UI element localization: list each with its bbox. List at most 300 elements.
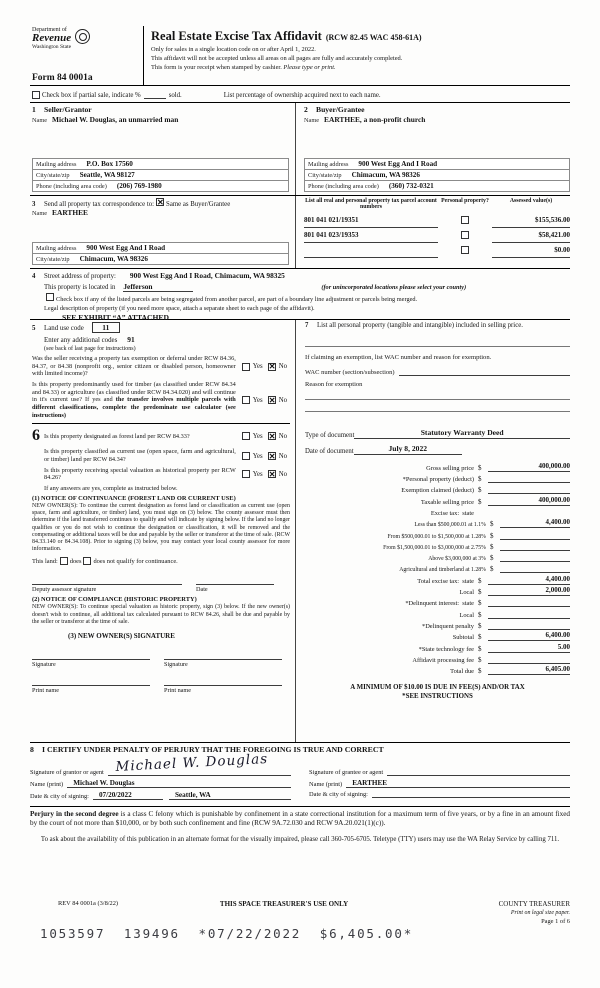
no-checkbox[interactable] [268,452,276,460]
parcel-col-numbers: List all real and personal property tax parcel account numbers [305,198,437,211]
tax-value[interactable] [500,541,570,551]
yes-label: Yes [252,363,263,370]
segregated-label: Check box if any of the listed parcels are being segregated from another parcel, are part of a boundary line adjustment or parcels being merged. [56,296,418,303]
correspondence-mailing-value: 900 West Egg And I Road [86,244,166,252]
dollar-sign: $ [478,588,482,597]
parcel-row [304,228,570,243]
forest-yes-no [240,432,290,440]
grantor-signing-city[interactable]: Seattle, WA [169,791,291,800]
seller-section-title: Seller/Grantor [44,105,92,114]
tax-label: Above $3,000,000 at 3% [428,556,486,563]
footer [30,900,570,925]
tax-value[interactable]: 5.00 [488,643,570,653]
tax-value[interactable] [488,654,570,664]
assessed-value[interactable]: $0.00 [492,246,570,258]
reason-blank-1[interactable] [305,388,570,400]
section6-number: 6 [32,427,40,445]
doc-type-label: Type of document [305,432,355,440]
deputy-date-line[interactable] [196,575,274,585]
correspondence-city-field[interactable] [32,253,289,265]
buyer-name-label: Name [304,117,320,124]
no-label: No [278,432,287,440]
additional-codes-value[interactable]: 91 [127,335,135,344]
deputy-signature-line[interactable] [32,575,182,585]
new-owners-signature-title: (3) NEW OWNER(S) SIGNATURE [68,632,175,641]
seller-section-head [32,105,289,114]
partial-sold-label: sold. [168,91,182,99]
legal-description-label-row [44,305,570,312]
perjury-notice [30,806,570,844]
tax-label: *Delinquent interest: state [405,600,474,608]
owner-print-line-1[interactable] [32,676,150,686]
buyer-phone-label: Phone (including area code) [308,183,379,190]
date-city-label: Date & city of signing: [309,791,368,798]
seller-section-number: 1 [32,105,36,114]
header-note-3 [151,64,570,72]
tax-value[interactable] [500,552,570,562]
no-checkbox[interactable] [268,396,276,404]
seller-name-value[interactable]: Michael W. Douglas, an unmarried man [52,115,179,124]
seller-phone-value: (206) 769-1980 [116,182,162,190]
parcel-col-assessed: Assessed value(s) [509,198,553,204]
yes-label: Yes [252,432,263,440]
partial-sale-row [30,88,570,103]
grantor-print-name[interactable]: Michael W. Douglas [67,779,291,788]
agency-line3: Washington State [32,44,72,50]
dollar-sign: $ [478,633,482,642]
doc-date-value[interactable]: July 8, 2022 [354,444,462,455]
seller-name-row [32,115,289,124]
buyer-section-number: 2 [304,105,308,114]
doc-date-row [305,444,570,455]
title-block [144,26,570,85]
print-name-label: Print name [164,687,191,695]
tax-label: *Personal property (deduct) [402,476,474,484]
section7-number: 7 [305,322,309,329]
tax-line-exemption-deduct [305,483,570,494]
land-use-row [32,322,290,333]
grantee-signature-row [309,754,570,776]
parties-section [30,103,570,196]
tax-label: Agricultural and timberland at 1.28% [399,567,486,574]
legal-description-value[interactable]: SEE EXHIBIT “A” ATTACHED [62,313,169,322]
buyer-name-row [304,115,570,124]
grantee-date-city-row [309,791,570,798]
property-section-number: 4 [32,273,36,280]
tax-value[interactable] [488,597,570,607]
dollar-sign: $ [478,497,482,506]
tax-label: Taxable selling price [420,498,474,506]
correspondence-name-row [32,208,289,217]
assessed-value[interactable]: $155,536.00 [492,216,570,228]
parcel-row [304,243,570,258]
additional-codes-note: (see back of last page for instructions) [44,346,136,352]
no-label: No [278,363,287,370]
timber-question-part1: Is this property predominantly used for timber (as classified under RCW 84.34 and 84.33) or agriculture (as classified under RCW 84.34.020) and will continue in it's current use? If yes and [32,381,236,404]
dollar-sign: $ [478,610,482,619]
perjury-paragraph [30,810,570,829]
yes-checkbox[interactable] [242,432,250,440]
yes-checkbox[interactable] [242,363,250,371]
tax-value[interactable]: 4,400.00 [500,518,570,528]
does-checkbox[interactable] [60,557,68,565]
dollar-sign: $ [490,531,494,540]
tax-line-rate-2 [305,528,570,539]
no-label: No [278,396,287,404]
correspondence-head-row [32,198,289,208]
agency-logo-block [30,26,144,85]
correspondence-city-value: Chimacum, WA 98326 [79,255,148,263]
same-as-buyer-checkbox[interactable] [156,198,164,206]
street-address-value[interactable]: 900 West Egg And I Road, Chimacum, WA 98325 [129,271,285,280]
additional-codes-label: Enter any additional codes [44,337,118,344]
tax-line-processing-fee [305,653,570,664]
tax-line-total-state [305,573,570,584]
correspondence-name-label: Name [32,210,48,217]
forest-land-question-row [32,427,290,445]
grantee-signing-date[interactable] [372,797,570,798]
buyer-name-value[interactable]: EARTHEE, a non-profit church [324,115,426,124]
tax-value[interactable]: 400,000.00 [488,496,570,506]
tax-label: Local [459,589,474,597]
tax-value[interactable]: 6,405.00 [488,665,570,675]
grantor-signature-row [30,751,291,776]
minimum-due-note [305,683,570,702]
parcel-col-personal: Personal property? [441,198,489,204]
header-note-3-emphasis: Please type or print. [283,63,336,71]
legal-description-label: Legal description of property (if you need more space, attach a separate sheet to each page of the affidavit). [44,304,315,312]
tax-line-delinquent-interest-state [305,596,570,607]
treasurer-stamp: 1053597 139496 *07/22/2022 $6,405.00* [40,926,414,941]
name-print-label: Name (print) [30,781,64,788]
dollar-sign: $ [478,463,482,472]
certify-grid [30,751,570,800]
tax-value[interactable] [488,620,570,630]
street-address-label: Street address of property: [44,273,116,280]
land-qualify-row [32,557,290,565]
county-treasurer-block [450,900,570,925]
grantor-signing-date[interactable]: 07/20/2022 [93,791,163,800]
grantor-signature-label: Signature of grantor or agent [30,769,104,776]
notice-compliance-body: NEW OWNER(S): To continue special valuation as historic property, sign (3) below. If the new owner(s) doesn't wish to continue, all additional tax calculated pursuant to RCW 84.26, shall be due and payable by the seller or transferor at the time of sale. [32,604,290,625]
does-not-label: does not qualify for continuance. [93,557,178,565]
historic-question-text: Is this property receiving special valuation as historical property per RCW 84.26? [44,466,236,482]
grantee-certify-column [309,754,570,800]
reason-blank-2[interactable] [305,400,570,412]
notice-compliance-title: (2) NOTICE OF COMPLIANCE (HISTORIC PROPERTY) [32,596,197,604]
tax-label: Affidavit processing fee [412,656,474,664]
personal-property-blank[interactable] [305,332,570,347]
correspondence-section-number: 3 [32,201,36,208]
tax-line-rate-3 [305,540,570,551]
partial-percentage-blank[interactable] [144,91,166,99]
located-label: This property is located in [44,283,116,291]
notice-continuance-title: (1) NOTICE OF CONTINUANCE (FOREST LAND OR CURRENT USE) [32,495,236,503]
land-use-code-value[interactable]: 11 [92,322,120,333]
located-row [32,282,570,292]
timber-question-text [32,381,240,419]
exemption-question-row [32,355,290,378]
legal-size-note: Print on legal size paper. [510,910,570,916]
header-note-3-text: This form is your receipt when stamped by cashier. [151,63,284,71]
form-number: Form 84 0001a [32,73,93,83]
dollar-sign: $ [478,644,482,653]
dollar-sign: $ [478,576,482,585]
correspondence-city-label: City/state/zip [36,256,70,263]
assessed-value[interactable]: $58,421.00 [492,231,570,243]
buyer-city-label: City/state/zip [308,172,342,179]
perjury-body: is a class C felony which is punishable by confinement in a state correctional institution for a maximum term of five years, or by a fine in an amount fixed by the court of not more than $10,000, or by both such confinement and fine (RCW 9A.72.030 and RCW 9A.20.021(1)(c)). [30,810,570,828]
seller-city-label: City/state/zip [36,172,70,179]
no-label: No [278,452,287,460]
tax-line-rate-4 [305,551,570,562]
tax-label: *Delinquent penalty [422,622,474,630]
tax-label: Less than $500,000.01 at 1.1% [414,522,486,529]
grantee-signature-line[interactable] [387,766,570,776]
buyer-mailing-label: Mailing address [308,161,349,168]
personal-property-intro-row [305,322,570,330]
yes-label: Yes [252,452,263,460]
no-checkbox[interactable] [268,432,276,440]
wac-number-blank[interactable] [399,366,570,376]
no-label: No [278,470,287,478]
yes-checkbox[interactable] [242,470,250,478]
signature-label: Signature [32,661,56,669]
does-label: does [69,557,82,565]
dollar-sign: $ [478,667,482,676]
tax-line-technology-fee [305,641,570,652]
tax-value[interactable]: 400,000.00 [488,462,570,472]
correspondence-column [30,196,296,268]
forest-land-question-text: Is this property designated as forest land per RCW 84.33? [44,432,190,440]
this-land-label: This land: [32,557,58,565]
name-print-label: Name (print) [309,781,343,788]
buyer-column [296,103,570,195]
seller-mailing-value: P.O. Box 17560 [86,160,133,168]
tax-value[interactable] [500,563,570,573]
historic-yes-no [240,470,290,478]
rev-number: REV 84 0001a (3/8/22) [58,900,119,907]
buyer-phone-field[interactable] [304,180,570,192]
partial-sale-label: Check box if partial sale, indicate % [42,91,141,99]
owner-signature-row [32,650,290,668]
owner-signature-line-1[interactable] [32,650,150,660]
grantee-signature-label: Signature of grantee or agent [309,769,384,776]
owner-print-name-row [32,676,290,694]
date-city-label: Date & city of signing: [30,793,89,800]
seller-name-label: Name [32,117,48,124]
doc-type-value[interactable]: Statutory Warranty Deed [354,428,570,439]
tax-value[interactable]: 2,000.00 [488,586,570,596]
agency-line2: Revenue [32,32,72,44]
certify-statement: I CERTIFY UNDER PENALTY OF PERJURY THAT THE FOREGOING IS TRUE AND CORRECT [42,745,384,754]
does-not-checkbox[interactable] [83,557,91,565]
dollar-sign: $ [490,542,494,551]
tax-value[interactable] [488,473,570,483]
county-value[interactable]: Jefferson [123,282,193,292]
header-note-1: Only for sales in a single location code on or after April 1, 2022. [151,46,316,53]
seller-column [30,103,296,195]
tax-label: From $1,500,000.01 to $3,000,000 at 2.75% [383,544,486,551]
ownership-note: List percentage of ownership acquired next to each name. [223,91,381,99]
exemption-intro: If claiming an exemption, list WAC number and reason for exemption. [305,354,492,362]
current-use-yes-no [240,452,290,460]
agency-line1: Department of [32,27,67,33]
no-checkbox[interactable] [268,363,276,371]
buyer-section-title: Buyer/Grantee [316,105,365,114]
right-column [296,320,570,742]
tax-label: Excise tax: state [430,509,474,517]
exemption-yes-no [240,363,290,371]
left-column [30,320,296,742]
tax-line-rate-1 [305,517,570,528]
tax-line-excise-header [305,506,570,517]
grantor-handwritten-signature: Michael W. Douglas [115,751,269,775]
grantor-date-city-row [30,791,291,800]
tax-table [305,460,570,675]
minimum-due-line1: A MINIMUM OF $10.00 IS DUE IN FEE(S) AND/OR TAX [350,684,525,692]
tax-value[interactable] [500,530,570,540]
agency-name [32,27,71,50]
dollar-sign: $ [490,520,494,529]
dor-seal-icon [75,29,90,44]
tax-value[interactable] [488,609,570,619]
alternate-format-line1: To ask about the availability of this publication in an alternate format for the visually impaired, please call 360-705-6705. Teletype [40,835,397,843]
dollar-sign: $ [490,565,494,574]
parcel-number[interactable]: 801 041 023/19353 [304,231,438,243]
parcel-number[interactable]: 801 041 021/19351 [304,216,438,228]
tax-label: From $500,000.01 to $1,500,000 at 1.28% [387,533,486,540]
perjury-lead: Perjury in the second degree [30,810,119,818]
dollar-sign: $ [478,475,482,484]
grantor-print-name-row [30,779,291,788]
current-use-question-row [32,448,290,463]
timber-yes-no [240,396,290,404]
tax-label: *State technology fee [418,645,474,653]
timber-question-row [32,381,290,419]
timber-question-part2: the transfer involves multiple parcels with different classifications, complete the predominate use calculator (see instructions) [32,396,236,419]
parcel-number[interactable] [304,246,438,258]
buyer-section-head [304,105,570,114]
grantor-certify-column [30,751,291,800]
reason-exemption-label: Reason for exemption [305,381,363,389]
wac-number-label: WAC number (section/subsection) [305,369,395,377]
landuse-section-number: 5 [32,325,36,332]
form-title: Real Estate Excise Tax Affidavit [151,29,322,43]
seller-phone-field[interactable] [32,180,289,192]
partial-sale-checkbox[interactable] [32,91,40,99]
tax-line-personal-deduct [305,472,570,483]
tax-line-local [305,585,570,596]
tax-value [488,507,570,517]
dollar-sign: $ [490,554,494,563]
tax-line-delinquent-interest-local [305,607,570,618]
tax-line-subtotal [305,630,570,641]
form-title-rcw: (RCW 82.45 WAC 458-61A) [325,33,422,42]
tax-line-total-due [305,664,570,675]
certify-section [30,742,570,806]
tax-label: Gross selling price [426,464,474,472]
personal-property-checkbox[interactable] [461,246,469,254]
tax-line-rate-5 [305,562,570,573]
doc-type-row [305,428,570,439]
correspondence-label: Send all property tax correspondence to: [44,201,155,208]
yes-label: Yes [252,470,263,478]
seller-phone-label: Phone (including area code) [36,183,107,190]
tax-value[interactable] [488,484,570,494]
parcel-table [296,196,570,268]
alternate-format-line2: (TTY) users may use the WA Relay Service by calling 711. [398,835,560,843]
treasurer-space-label: THIS SPACE TREASURER'S USE ONLY [219,900,349,908]
no-checkbox[interactable] [268,470,276,478]
dollar-sign: $ [478,621,482,630]
tax-label: Total excise tax: state [417,577,474,585]
if-yes-instruction: If any answers are yes, complete as instructed below. [44,485,178,493]
street-address-row [32,271,570,280]
personal-property-intro: List all personal property (tangible and intangible) included in selling price. [317,322,523,329]
tax-label: Total due [450,668,474,676]
certify-statement-row [30,745,570,754]
owner-print-line-2[interactable] [164,676,282,686]
dollar-sign: $ [478,655,482,664]
property-section [30,269,570,320]
historic-question-row [32,467,290,482]
buyer-city-value: Chimacum, WA 98326 [351,171,420,179]
correspondence-section [30,196,570,269]
parcel-row [304,213,570,228]
segregated-checkbox[interactable] [46,293,54,301]
yes-checkbox[interactable] [242,396,250,404]
seller-mailing-label: Mailing address [36,161,77,168]
personal-property-checkbox[interactable] [461,231,469,239]
tax-label: Local [459,611,474,619]
tax-value[interactable]: 6,400.00 [488,631,570,641]
tax-label: Exemption claimed (deduct) [401,487,474,495]
wac-number-row [305,366,570,376]
minimum-due-line2: *SEE INSTRUCTIONS [402,693,473,701]
grantee-print-name[interactable]: EARTHEE [346,779,570,788]
parcel-table-header [304,198,570,211]
section-6 [32,423,290,694]
deputy-signature-label: Deputy assessor signature [32,586,97,594]
page-number: Page 1 of 6 [541,918,570,925]
yes-checkbox[interactable] [242,452,250,460]
notice-continuance-body: NEW OWNER(S): To continue the current designation as forest land or classification as current use (open space, farm and agriculture, or timber) land, you must sign on (3) below. The county assessor must then determine if the land transferred continues to qualify and will indicate by signing below. If the land no longer qualifies or you do not wish to continue the designation or classification, it will be removed and the compensating or additional taxes will be due and payable by the seller or transferor at the time of sale. (RCW 84.33.140 or 84.34.108). Prior to signing (3) below, you may contact your local county assessor for more information. [32,503,290,553]
print-name-label: Print name [32,687,59,695]
same-as-buyer-label: Same as Buyer/Grantee [166,201,231,208]
additional-codes-row [44,335,290,344]
grantee-print-name-row [309,779,570,788]
tax-label: Subtotal [452,634,474,642]
signature-label: Signature [164,661,188,669]
dollar-sign: $ [478,599,482,608]
alternate-format-note [30,835,570,844]
correspondence-mailing-label: Mailing address [36,245,77,252]
tax-value[interactable]: 4,400.00 [488,575,570,585]
personal-property-checkbox[interactable] [461,216,469,224]
land-use-code-label: Land use code [44,325,84,332]
owner-signature-line-2[interactable] [164,650,282,660]
correspondence-name-value[interactable]: EARTHEE [52,208,88,217]
main-columns [30,320,570,742]
form-header [30,26,570,86]
tax-line-taxable [305,494,570,505]
tax-line-gross [305,460,570,471]
dollar-sign: $ [478,486,482,495]
doc-date-label: Date of document [305,448,354,456]
header-note-2: This affidavit will not be accepted unless all areas on all pages are fully and accurately completed. [151,54,403,62]
deputy-signature-row [32,575,290,593]
